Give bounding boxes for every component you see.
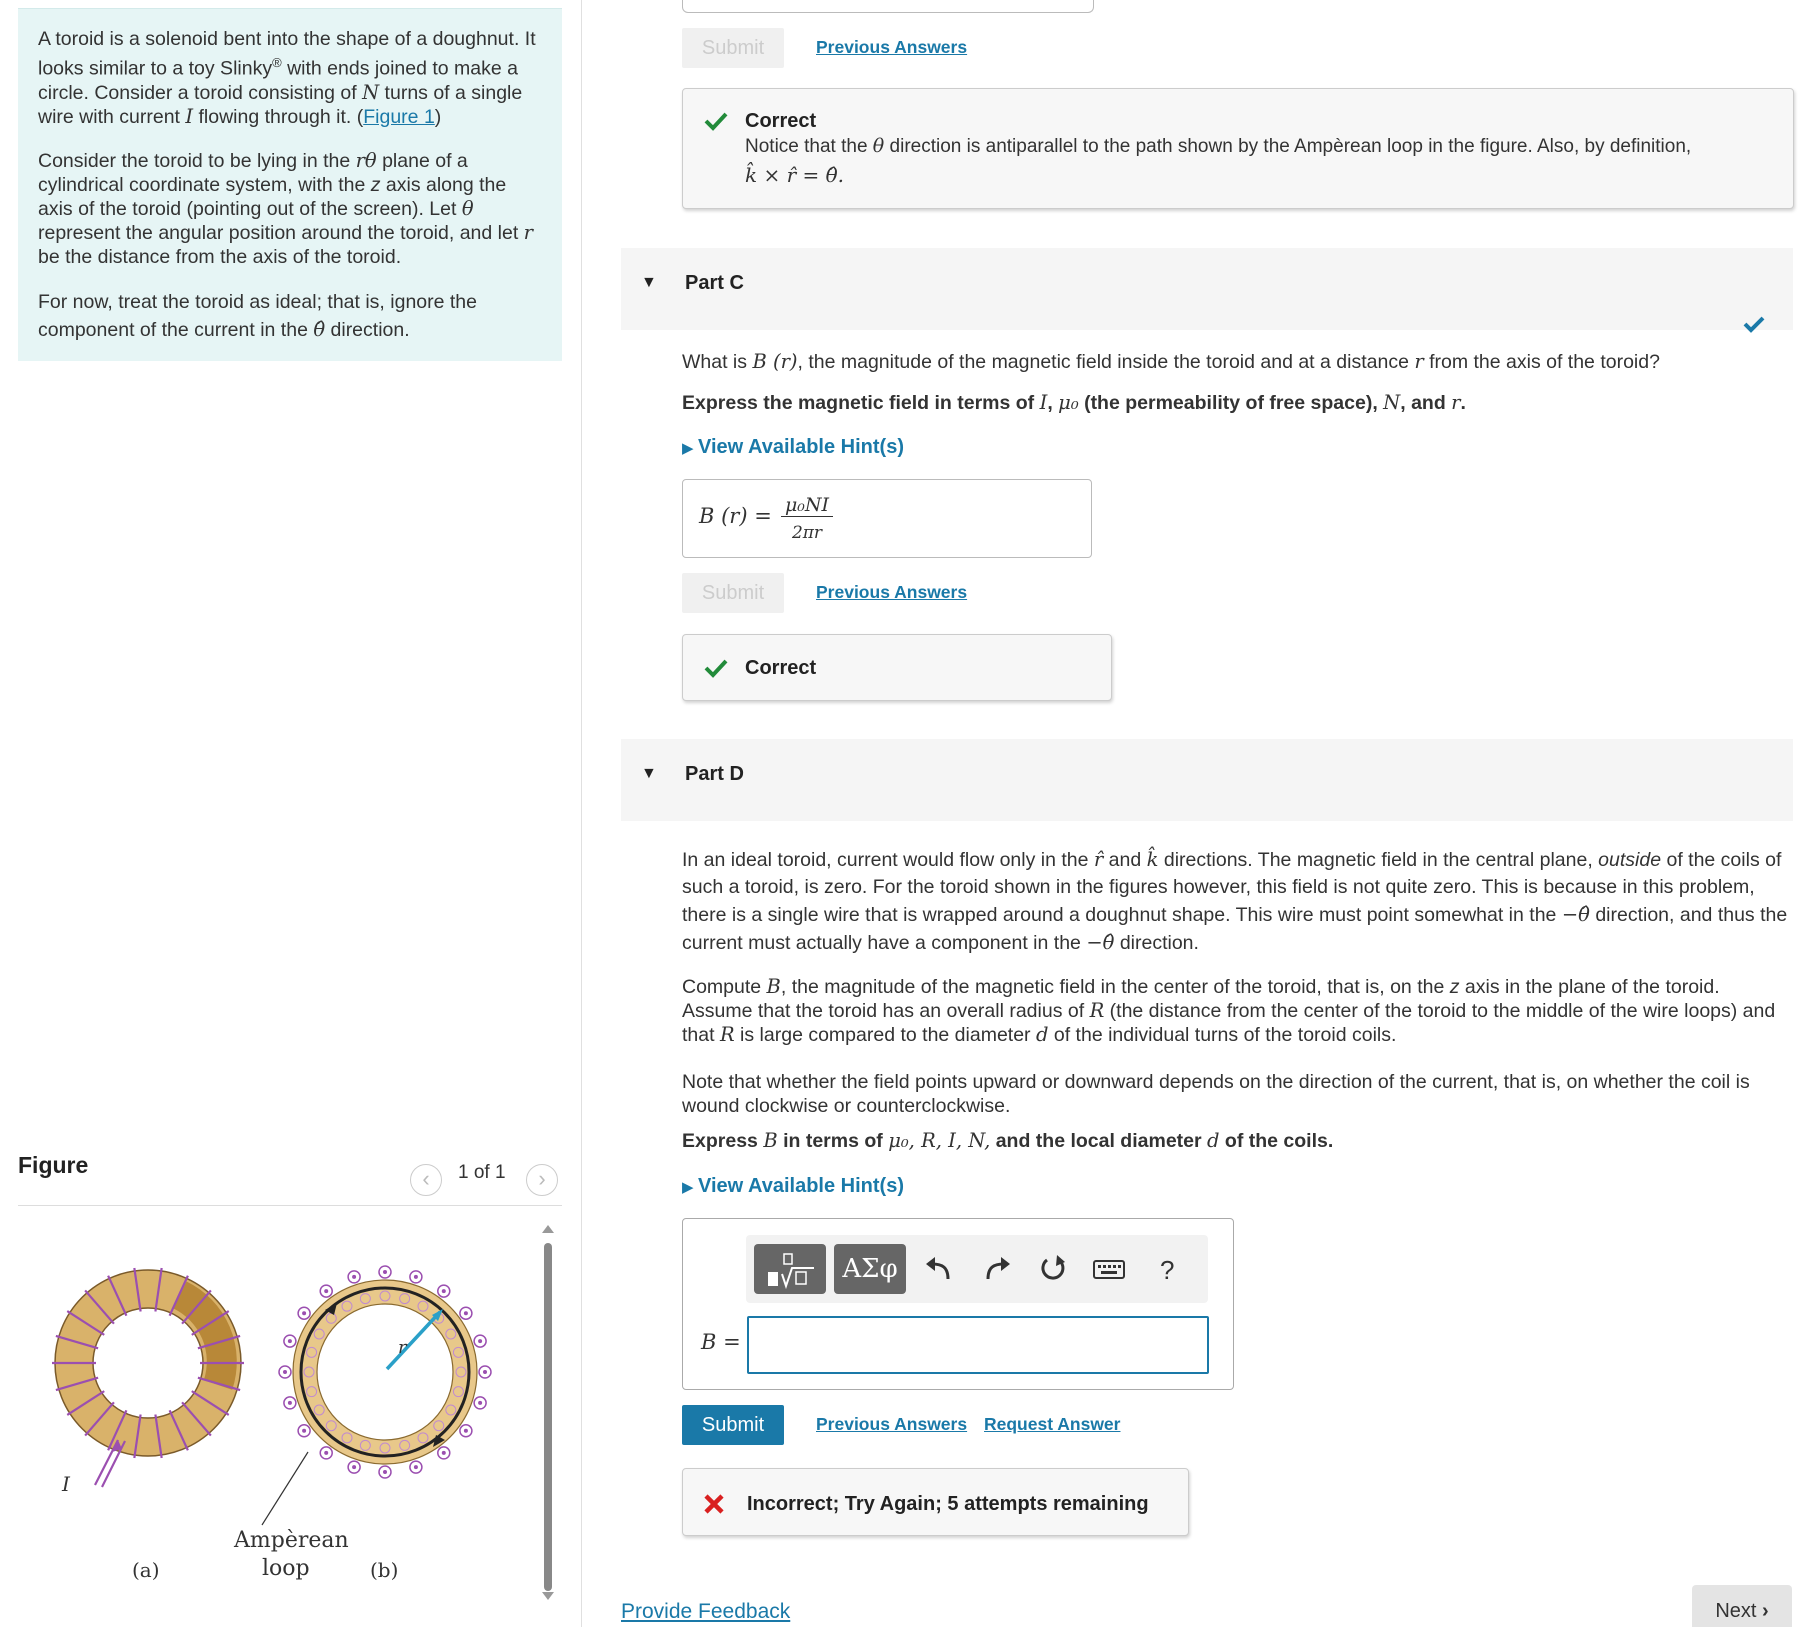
chevron-right-icon: › [1762,1600,1769,1622]
hint-label: View Available Hint(s) [698,436,904,458]
hint-label: View Available Hint(s) [698,1175,904,1197]
question-text: , the magnitude of the magnetic field in the center of the toroid, that is, on the [780,976,1450,998]
figure-pager: 1 of 1 [458,1162,506,1183]
check-icon [703,111,729,131]
question-text: , the magnitude of the magnetic field inside the toroid and at a distance [797,351,1415,373]
check-icon [703,658,729,678]
question-text: What is [682,351,753,373]
current-out-dot-center [464,1429,468,1433]
radius-label: r [398,1337,407,1358]
chevron-left-icon: ‹ [422,1166,430,1191]
math-var: r [1451,391,1461,414]
question-text: directions. The magnetic field in the central plane, [1158,849,1599,871]
partD-paragraph-1 [682,846,1794,957]
instruction-text: Express the magnetic field in terms of [682,392,1040,414]
partC-question [682,350,1660,374]
feedback-text: direction is antiparallel to the path shown by the Ampèrean loop in the figure. Also, by definition, [884,136,1692,157]
templates-icon [754,1244,826,1294]
current-out-dot-center [464,1311,468,1315]
instruction-text: and the local diameter [990,1130,1208,1152]
partD-previous-answers-link[interactable]: Previous Answers [816,1414,968,1434]
current-out-dot-center [383,1470,387,1474]
math-var: z [1449,976,1460,998]
figure-prev-button[interactable] [410,1164,442,1196]
question-text: of the coils of such a toroid, is zero. For the toroid shown in the figures however, this field is not quite zero. This is because in this problem, there is a single wire that is wrapped around a doughnut shape. This wire must point somewhat in the [682,849,1782,926]
question-text: direction, and thus the current must actually have a component in the [682,904,1788,954]
amperean-label-2: loop [262,1556,310,1581]
partC-previous-answers-link[interactable]: Previous Answers [816,582,968,602]
math-var: I [185,104,194,128]
caret-right-icon: ▶ [682,440,694,457]
math-var: k̂ [1146,848,1159,871]
current-out-dot-center [324,1451,328,1455]
templates-button[interactable] [754,1244,826,1294]
collapse-triangle-icon[interactable]: ▼ [641,274,657,291]
instruction-text: Express [682,1130,764,1152]
amperean-label: Ampèrean [234,1528,349,1553]
current-out-dot-center [414,1465,418,1469]
partD-answer-lhs: B = [701,1330,741,1354]
intro-text: flowing through it. ( [193,105,364,128]
intro-text: be the distance from the axis of the toroid. [38,245,402,268]
partB-feedback-text [745,134,1691,159]
redo-icon[interactable] [982,1255,1012,1283]
collapse-triangle-icon[interactable]: ▼ [641,765,657,782]
scroll-thumb[interactable] [544,1243,552,1591]
help-button[interactable]: ? [1160,1255,1175,1285]
question-text: axis in the plane of the toroid. Assume that the toroid has an overall radius of [682,976,1720,1022]
registered-mark: ® [272,55,282,70]
math-var: B [763,1129,778,1152]
caret-right-icon: ▶ [682,1179,694,1196]
math-var: −θ̂ [1561,903,1590,926]
current-out-dot-center [288,1401,292,1405]
math-var: μ₀, R, I, N, [888,1129,991,1152]
intro-text: For now, treat the toroid as ideal; that is, ignore the component of the current in the [38,290,477,341]
partC-instructions [682,391,1466,415]
next-label: Next [1715,1600,1757,1622]
intro-text: axis along the axis of the toroid (pointing out of the screen). Let [38,173,507,220]
intro-paragraph-1 [38,27,542,129]
partD-answer-input[interactable] [747,1316,1209,1374]
partC-title: Part C [685,272,744,294]
question-text: is large compared to the diameter [734,1024,1036,1046]
figure-next-button[interactable] [526,1164,558,1196]
partC-answer-denominator: 2πr [791,523,823,543]
partB-feedback-correct [682,88,1794,209]
scroll-down-icon[interactable] [542,1592,554,1600]
current-out-dot-center [414,1275,418,1279]
question-text: from the axis of the toroid? [1423,351,1660,373]
partB-feedback-equation: k̂ × r̂ = θ̂. [745,163,845,187]
figure-heading: Figure [18,1152,89,1178]
math-var: B [766,975,781,998]
intro-paragraph-2 [38,149,542,269]
caption-a: (a) [132,1558,160,1582]
undo-icon[interactable] [924,1255,954,1283]
intro-text: with ends joined to make a circle. Consider a toroid consisting of [38,57,518,104]
math-var: r̂ [1093,848,1104,871]
panel-divider [581,0,582,1627]
current-out-dot-center [283,1370,287,1374]
reset-icon[interactable] [1038,1254,1068,1284]
math-var: θ [872,135,885,157]
math-var: B (r) [752,350,798,373]
partB-submit-button[interactable]: Submit [682,28,784,68]
partC-answer-lhs: B (r) = [699,504,772,528]
math-var: −θ̂ [1086,931,1115,954]
math-var: θ [461,196,474,220]
partC-header[interactable] [621,248,1793,330]
caption-b: (b) [370,1558,399,1582]
intro-text: plane of a cylindrical coordinate system, with the [38,149,468,196]
instruction-text: , [1047,392,1059,414]
figure-scrollbar[interactable] [542,1225,554,1600]
toroid-drawing-b [262,1266,491,1525]
math-var: R [719,1023,735,1046]
question-text: direction. [1114,932,1199,954]
partD-instructions [682,1129,1333,1153]
partC-complete-check-icon [1743,315,1765,333]
feedback-text: Notice that the [745,136,873,157]
question-text: (the distance from the center of the toroid to the middle of the wire loops) and that [682,1000,1776,1046]
current-out-dot-center [324,1289,328,1293]
request-answer-link[interactable]: Request Answer [984,1414,1121,1434]
current-label: I [62,1472,70,1496]
current-out-dot-center [288,1339,292,1343]
partD-paragraph-3: Note that whether the field points upward or downward depends on the direction of the current, that is, on whether the coil is wound clockwise or counterclockwise. [682,1071,1750,1117]
math-var: r [1414,350,1424,373]
partC-submit-button[interactable]: Submit [682,573,784,613]
provide-feedback-link[interactable]: Provide Feedback [621,1600,791,1623]
math-var: d [1207,1129,1220,1152]
partD-header[interactable] [621,739,1793,821]
partC-feedback-correct [682,634,1112,701]
math-var: I [1039,391,1048,414]
partC-feedback-title: Correct [745,657,817,679]
emphasis-text: outside [1598,849,1662,871]
partC-answer-box [682,479,1092,558]
math-var: z [370,173,381,196]
math-var: d [1035,1023,1049,1046]
intro-text: A toroid is a solenoid bent into the shape of a doughnut. It looks similar to a toy Slinky [38,28,536,80]
next-button[interactable] [1692,1585,1792,1627]
instruction-text: (the permeability of free space), [1078,392,1384,414]
partC-answer-numerator: μ₀NI [781,494,833,517]
intro-text: ) [434,105,442,128]
partD-feedback-title: Incorrect; Try Again; 5 attempts remaining [747,1493,1149,1515]
intro-text: Consider the toroid to be lying in the [38,149,356,172]
greek-symbols-button[interactable]: ΑΣφ [834,1244,906,1294]
partD-answer-container [682,1218,1234,1390]
math-var: N [362,80,380,104]
scroll-up-icon[interactable] [542,1225,554,1233]
chevron-right-icon: › [538,1166,546,1191]
previous-answer-box [682,0,1094,13]
partD-hint-toggle[interactable] [682,1175,904,1198]
math-var: N [1383,391,1401,414]
math-var: θ̂ [313,317,326,341]
partD-feedback-incorrect [682,1468,1189,1536]
current-out-dot-center [442,1451,446,1455]
keyboard-icon[interactable] [1093,1258,1125,1280]
partC-hint-toggle[interactable] [682,436,904,459]
current-out-dot-center [478,1339,482,1343]
math-var: rθ [355,148,377,172]
intro-text: turns of a single wire with current [38,81,523,128]
question-text: and [1103,849,1147,871]
intro-text: represent the angular position around the toroid, and let [38,221,524,244]
math-toolbar [746,1235,1208,1303]
intro-text: direction. [325,318,410,341]
current-out-dot-center [478,1401,482,1405]
question-text: of the individual turns of the toroid coils. [1048,1024,1397,1046]
intro-panel [18,8,562,361]
current-out-dot-center [302,1429,306,1433]
partB-feedback-title: Correct [745,110,817,132]
question-text: Compute [682,976,767,998]
x-icon [703,1493,725,1515]
partD-paragraph-2 [682,975,1794,1047]
current-out-dot-center [352,1465,356,1469]
partD-submit-button[interactable]: Submit [682,1405,784,1445]
question-text: In an ideal toroid, current would flow only in the [682,849,1094,871]
instruction-text: of the coils. [1219,1130,1334,1152]
partD-title: Part D [685,763,744,785]
instruction-text: in terms of [777,1130,889,1152]
current-out-dot-center [383,1270,387,1274]
instruction-text: , and [1400,392,1452,414]
math-var: R [1089,999,1105,1022]
figure-link[interactable]: Figure 1 [363,105,435,128]
partB-previous-answers-link[interactable]: Previous Answers [816,37,968,57]
intro-paragraph-3 [38,289,542,344]
toroid-figure [40,1255,520,1585]
instruction-text: . [1460,392,1466,414]
current-out-dot-center [442,1289,446,1293]
toroid-drawing-a [52,1268,244,1487]
figure-divider [18,1205,562,1206]
math-var: r [523,220,533,244]
current-out-dot-center [302,1311,306,1315]
math-var: μ₀ [1058,391,1079,414]
current-out-dot-center [483,1370,487,1374]
current-out-dot-center [352,1275,356,1279]
